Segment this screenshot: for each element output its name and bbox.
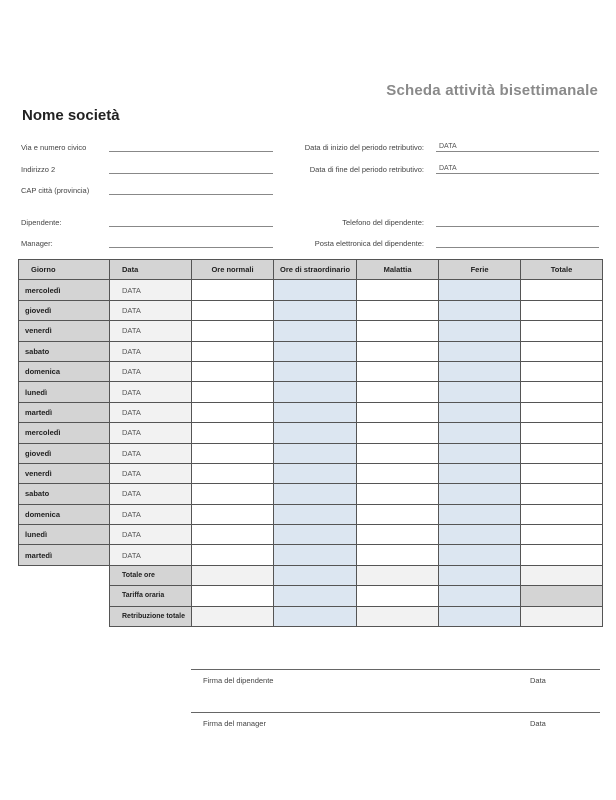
- employee-signature-label: Firma del dipendente: [203, 676, 274, 685]
- sick-cell[interactable]: [357, 484, 439, 504]
- address2-input-line[interactable]: [109, 173, 273, 174]
- total-cell[interactable]: [521, 341, 603, 361]
- period-end-value[interactable]: DATA: [439, 165, 457, 172]
- period-start-input-line[interactable]: [436, 151, 599, 152]
- total-cell[interactable]: [521, 545, 603, 565]
- date-cell[interactable]: DATA: [110, 341, 192, 361]
- sick-cell[interactable]: [357, 382, 439, 402]
- vacation-cell[interactable]: [439, 280, 521, 300]
- rate-overtime-cell[interactable]: [274, 586, 357, 606]
- regular-hours-cell[interactable]: [192, 402, 274, 422]
- total-cell[interactable]: [521, 484, 603, 504]
- day-cell: lunedì: [19, 525, 110, 545]
- manager-signature-date-label: Data: [530, 719, 546, 728]
- overtime-cell[interactable]: [274, 280, 357, 300]
- date-cell[interactable]: DATA: [110, 545, 192, 565]
- date-cell[interactable]: DATA: [110, 525, 192, 545]
- table-row: [19, 504, 603, 524]
- manager-input-line[interactable]: [109, 247, 273, 248]
- total-cell[interactable]: [521, 443, 603, 463]
- total-sick-cell[interactable]: [357, 565, 439, 585]
- table-header-row: [19, 260, 603, 280]
- pay-sick-cell[interactable]: [357, 606, 439, 626]
- total-vacation-cell[interactable]: [439, 565, 521, 585]
- overtime-cell[interactable]: [274, 484, 357, 504]
- regular-hours-cell[interactable]: [192, 382, 274, 402]
- overtime-cell[interactable]: [274, 300, 357, 320]
- date-cell[interactable]: DATA: [110, 402, 192, 422]
- street-label: Via e numero civico: [21, 143, 87, 152]
- overtime-cell[interactable]: [274, 423, 357, 443]
- document-title: Scheda attività bisettimanale: [386, 82, 598, 99]
- pay-total-cell[interactable]: [521, 606, 603, 626]
- date-cell[interactable]: DATA: [110, 423, 192, 443]
- total-cell[interactable]: [521, 361, 603, 381]
- employee-email-label: Posta elettronica del dipendente:: [314, 239, 424, 248]
- col-header-ferie: Ferie: [439, 260, 521, 280]
- sick-cell[interactable]: [357, 321, 439, 341]
- day-cell: sabato: [19, 484, 110, 504]
- total-cell[interactable]: [521, 504, 603, 524]
- vacation-cell[interactable]: [439, 361, 521, 381]
- period-start-value[interactable]: DATA: [439, 143, 457, 150]
- address2-label: Indirizzo 2: [21, 165, 56, 174]
- employee-input-line[interactable]: [109, 226, 273, 227]
- manager-label: Manager:: [21, 239, 53, 248]
- date-cell[interactable]: DATA: [110, 443, 192, 463]
- table-row: [19, 545, 603, 565]
- regular-hours-cell[interactable]: [192, 463, 274, 483]
- overtime-cell[interactable]: [274, 321, 357, 341]
- overtime-cell[interactable]: [274, 504, 357, 524]
- table-row: [19, 484, 603, 504]
- vacation-cell[interactable]: [439, 382, 521, 402]
- period-end-label: Data di fine del periodo retributivo:: [309, 165, 424, 174]
- total-hours-label: Totale ore: [110, 565, 192, 585]
- vacation-cell[interactable]: [439, 484, 521, 504]
- regular-hours-cell[interactable]: [192, 300, 274, 320]
- sick-cell[interactable]: [357, 443, 439, 463]
- table-row: [19, 423, 603, 443]
- vacation-cell[interactable]: [439, 545, 521, 565]
- day-cell: giovedì: [19, 443, 110, 463]
- pay-vacation-cell[interactable]: [439, 606, 521, 626]
- vacation-cell[interactable]: [439, 402, 521, 422]
- manager-signature-label: Firma del manager: [203, 719, 266, 728]
- day-cell: giovedì: [19, 300, 110, 320]
- date-cell[interactable]: DATA: [110, 484, 192, 504]
- sick-cell[interactable]: [357, 300, 439, 320]
- employee-signature-date-label: Data: [530, 676, 546, 685]
- employee-phone-label: Telefono del dipendente:: [342, 218, 424, 227]
- pay-overtime-cell[interactable]: [274, 606, 357, 626]
- sick-cell[interactable]: [357, 423, 439, 443]
- total-overtime-cell[interactable]: [274, 565, 357, 585]
- table-row: [19, 525, 603, 545]
- total-regular-hours-cell[interactable]: [192, 565, 274, 585]
- total-cell[interactable]: [521, 402, 603, 422]
- total-cell[interactable]: [521, 463, 603, 483]
- summary-row-total-pay: [19, 606, 603, 626]
- day-cell: martedì: [19, 402, 110, 422]
- date-cell[interactable]: DATA: [110, 321, 192, 341]
- sick-cell[interactable]: [357, 361, 439, 381]
- vacation-cell[interactable]: [439, 423, 521, 443]
- vacation-cell[interactable]: [439, 463, 521, 483]
- employee-signature-line[interactable]: [191, 669, 600, 670]
- period-start-label: Data di inizio del periodo retributivo:: [304, 143, 424, 152]
- street-input-line[interactable]: [109, 151, 273, 152]
- regular-hours-cell[interactable]: [192, 525, 274, 545]
- vacation-cell[interactable]: [439, 504, 521, 524]
- table-row: [19, 300, 603, 320]
- vacation-cell[interactable]: [439, 525, 521, 545]
- date-cell[interactable]: DATA: [110, 280, 192, 300]
- total-cell[interactable]: [521, 423, 603, 443]
- regular-hours-cell[interactable]: [192, 545, 274, 565]
- col-header-ore-normali: Ore normali: [192, 260, 274, 280]
- col-header-totale: Totale: [521, 260, 603, 280]
- table-row: [19, 463, 603, 483]
- rate-total-cell: [521, 586, 603, 606]
- col-header-straordinario: Ore di straordinario: [274, 260, 357, 280]
- employee-phone-input-line[interactable]: [436, 226, 599, 227]
- overtime-cell[interactable]: [274, 443, 357, 463]
- day-cell: sabato: [19, 341, 110, 361]
- table-row: [19, 280, 603, 300]
- city-input-line[interactable]: [109, 194, 273, 195]
- company-name: Nome società: [22, 107, 120, 124]
- overtime-cell[interactable]: [274, 525, 357, 545]
- sick-cell[interactable]: [357, 402, 439, 422]
- day-cell: mercoledì: [19, 423, 110, 443]
- overtime-cell[interactable]: [274, 341, 357, 361]
- summary-row-total-hours: [19, 565, 603, 585]
- summary-row-hourly-rate: [19, 586, 603, 606]
- date-cell[interactable]: DATA: [110, 504, 192, 524]
- overtime-cell[interactable]: [274, 402, 357, 422]
- total-pay-label: Retribuzione totale: [110, 606, 192, 626]
- rate-sick-cell[interactable]: [357, 586, 439, 606]
- date-cell[interactable]: DATA: [110, 361, 192, 381]
- table-row: [19, 402, 603, 422]
- vacation-cell[interactable]: [439, 341, 521, 361]
- day-cell: venerdì: [19, 463, 110, 483]
- date-cell[interactable]: DATA: [110, 382, 192, 402]
- employee-email-input-line[interactable]: [436, 247, 599, 248]
- regular-hours-cell[interactable]: [192, 484, 274, 504]
- day-cell: venerdì: [19, 321, 110, 341]
- total-cell[interactable]: [521, 300, 603, 320]
- overtime-cell[interactable]: [274, 463, 357, 483]
- day-cell: mercoledì: [19, 280, 110, 300]
- total-cell[interactable]: [521, 280, 603, 300]
- regular-hours-cell[interactable]: [192, 504, 274, 524]
- overtime-cell[interactable]: [274, 382, 357, 402]
- regular-hours-cell[interactable]: [192, 423, 274, 443]
- day-cell: martedì: [19, 545, 110, 565]
- vacation-cell[interactable]: [439, 321, 521, 341]
- sick-cell[interactable]: [357, 525, 439, 545]
- table-row: [19, 361, 603, 381]
- date-cell[interactable]: DATA: [110, 463, 192, 483]
- col-header-giorno: Giorno: [19, 260, 110, 280]
- pay-regular-cell[interactable]: [192, 606, 274, 626]
- day-cell: domenica: [19, 504, 110, 524]
- table-row: [19, 382, 603, 402]
- overtime-cell[interactable]: [274, 361, 357, 381]
- total-cell[interactable]: [521, 321, 603, 341]
- table-row: [19, 443, 603, 463]
- sick-cell[interactable]: [357, 463, 439, 483]
- total-cell[interactable]: [521, 525, 603, 545]
- regular-hours-cell[interactable]: [192, 321, 274, 341]
- employee-label: Dipendente:: [21, 218, 62, 227]
- regular-hours-cell[interactable]: [192, 341, 274, 361]
- total-total-cell[interactable]: [521, 565, 603, 585]
- regular-hours-cell[interactable]: [192, 361, 274, 381]
- regular-hours-cell[interactable]: [192, 280, 274, 300]
- sick-cell[interactable]: [357, 545, 439, 565]
- day-cell: lunedì: [19, 382, 110, 402]
- date-cell[interactable]: DATA: [110, 300, 192, 320]
- vacation-cell[interactable]: [439, 443, 521, 463]
- timesheet-table: [18, 259, 603, 627]
- rate-regular-cell[interactable]: [192, 586, 274, 606]
- city-label: CAP città (provincia): [21, 186, 90, 195]
- table-row: [19, 341, 603, 361]
- overtime-cell[interactable]: [274, 545, 357, 565]
- table-row: [19, 321, 603, 341]
- regular-hours-cell[interactable]: [192, 443, 274, 463]
- hourly-rate-label: Tariffa oraria: [110, 586, 192, 606]
- manager-signature-line[interactable]: [191, 712, 600, 713]
- vacation-cell[interactable]: [439, 300, 521, 320]
- day-cell: domenica: [19, 361, 110, 381]
- col-header-data: Data: [110, 260, 192, 280]
- sick-cell[interactable]: [357, 341, 439, 361]
- rate-vacation-cell[interactable]: [439, 586, 521, 606]
- sick-cell[interactable]: [357, 504, 439, 524]
- sick-cell[interactable]: [357, 280, 439, 300]
- col-header-malattia: Malattia: [357, 260, 439, 280]
- period-end-input-line[interactable]: [436, 173, 599, 174]
- total-cell[interactable]: [521, 382, 603, 402]
